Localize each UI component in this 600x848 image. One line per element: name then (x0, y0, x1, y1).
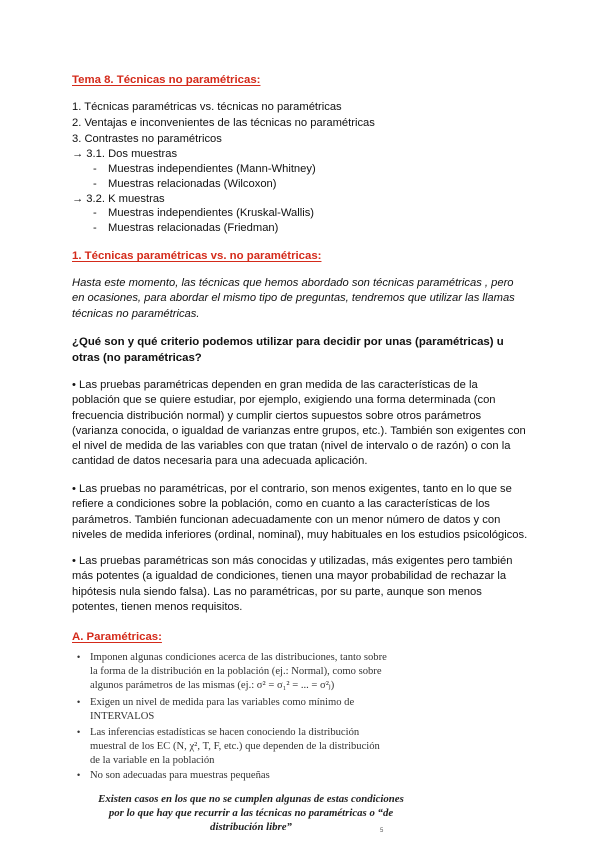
small-samples-line: No son adecuadas para muestras pequeñas (90, 770, 270, 781)
inference-line-3: de la variable en la población (90, 755, 215, 766)
paragraph-comparison: • Las pruebas paramétricas son más conocidas y utilizadas, más exigentes pero también más potentes (a igualdad de condiciones, tienen una mayor probabilidad de rechazar la hipótesis nula siendo falsa). Las no paramétricas, por su parte, aunque son menos potentes, tienen menos requisitos. (72, 555, 513, 613)
measurement-line-2: INTERVALOS (90, 711, 155, 722)
page-number: 5 (380, 828, 384, 834)
bullet-icon: • (77, 727, 81, 737)
paragraph-nonparametric: • Las pruebas no paramétricas, por el contrario, son menos exigentes, tanto en lo que se refiere a condiciones sobre la población, como en cuanto a las características de los parámetros. También funcionan adecuadamente con un menor número de datos y con niveles de medida inferiores (ordinal, nominal), muy habituales en los estudios psicológicos. (72, 483, 528, 541)
toc-item-3: 3. Contrastes no paramétricos (72, 133, 222, 145)
highlight-quote: Existen casos en los que no se cumplen algunas de estas condiciones por lo que hay que recurrir a las técnicas no paramétricas o “de distribución libre” (98, 793, 404, 833)
conditions-line-1: Imponen algunas condiciones acerca de las distribuciones, tanto sobre (90, 652, 387, 663)
bullet-icon: • (77, 697, 81, 707)
toc-item-1: 1. Técnicas paramétricas vs. técnicas no paramétricas (72, 101, 342, 113)
toc-item-3-2: → 3.2. K muestras (72, 193, 165, 205)
toc-dash: - (93, 163, 97, 175)
conditions-line-2: la forma de la distribución en la población (ej.: Normal), como sobre (90, 666, 382, 677)
toc-item-2: 2. Ventajas e inconvenientes de las técnicas no paramétricas (72, 117, 375, 129)
toc-dash: - (93, 178, 97, 190)
toc-item-3-1: → 3.1. Dos muestras (72, 148, 178, 160)
section-1-intro: Hasta este momento, las técnicas que hemos abordado son técnicas paramétricas , pero en ocasiones, para abordar el mismo tipo de preguntas, tendremos que utilizar las llamas técnicas no paramétricas. (72, 277, 515, 320)
bullet-icon: • (77, 770, 81, 780)
inference-line-2: muestral de los EC (N, χ², T, F, etc.) que dependen de la distribución (90, 741, 380, 752)
paragraph-parametric: • Las pruebas paramétricas dependen en gran medida de las características de la población que se quiere estudiar, por ejemplo, exigiendo una forma determinada (con frecuencia distribución normal) y cumplir ciertos supuestos sobre otros parámetros (varianza conocida, o igualdad de varianzas entre grupos, etc.). También son exigentes con el nivel de medida de las variables con que tratan (nivel de intervalo o de razón) o con la cantidad de datos necesaria para una adecuada aplicación. (72, 379, 526, 468)
toc-item-3-2-b: Muestras relacionadas (Friedman) (108, 222, 279, 234)
toc-item-3-1-a: Muestras independientes (Mann-Whitney) (108, 163, 316, 175)
toc-item-3-2-a: Muestras independientes (Kruskal-Wallis) (108, 207, 315, 219)
page-title: Tema 8. Técnicas no paramétricas: (72, 74, 261, 86)
toc-item-3-1-b: Muestras relacionadas (Wilcoxon) (108, 178, 277, 190)
section-1-question: ¿Qué son y qué criterio podemos utilizar para decidir por unas (paramétricas) u otras (no paramétricas? (72, 336, 504, 365)
toc-dash: - (93, 207, 97, 219)
bullet-icon: • (77, 652, 81, 662)
section-a-heading: A. Paramétricas: (72, 631, 162, 643)
conditions-line-3: algunos parámetros de las mismas (ej.: σ² = σ₁² = ... = σ²ⱼ) (90, 680, 335, 691)
toc-dash: - (93, 222, 97, 234)
measurement-line-1: Exigen un nivel de medida para las variables como mínimo de (90, 697, 355, 708)
section-1-heading: 1. Técnicas paramétricas vs. no paramétricas: (72, 250, 322, 262)
inference-line-1: Las inferencias estadísticas se hacen conociendo la distribución (90, 727, 360, 738)
